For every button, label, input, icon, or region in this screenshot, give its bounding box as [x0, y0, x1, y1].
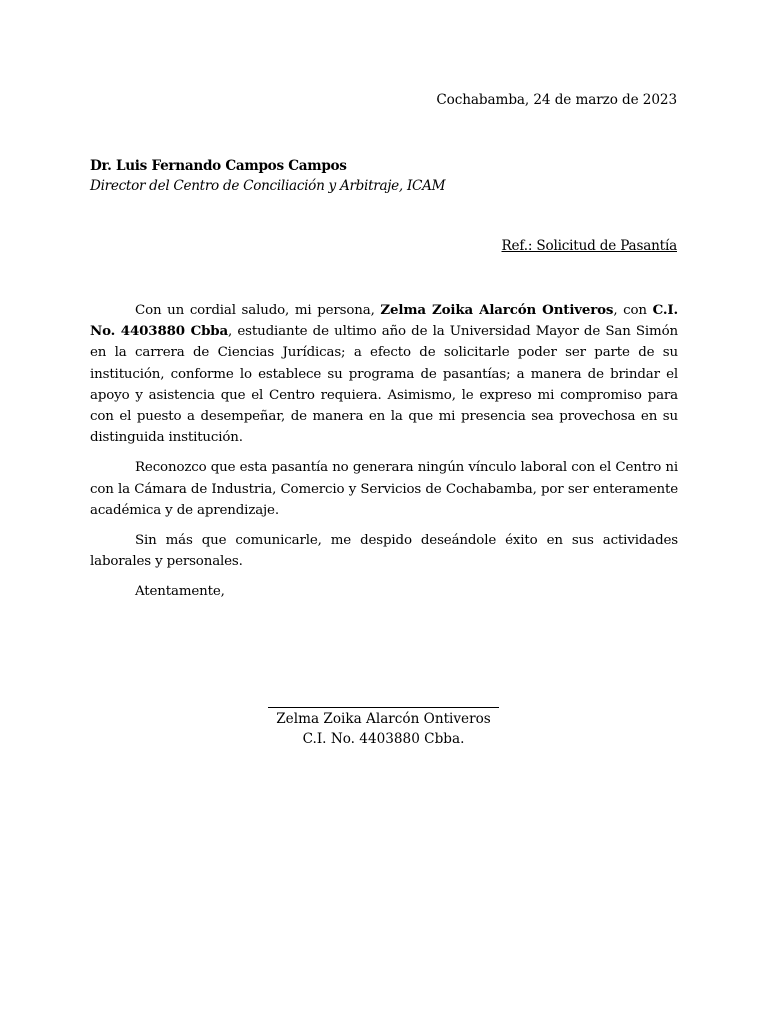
signature-name: Zelma Zoika Alarcón Ontiveros — [276, 711, 491, 727]
applicant-name: Zelma Zoika Alarcón Ontiveros — [380, 302, 614, 318]
paragraph-farewell: Sin más que comunicarle, me despido deseándole éxito en sus actividades laborales y personales. — [90, 533, 678, 570]
addressee-title: Director del Centro de Conciliación y Arbitraje, ICAM — [90, 178, 446, 194]
signature-block — [268, 707, 499, 749]
paragraph-acknowledgement: Reconozco que esta pasantía no generara ningún vínculo laboral con el Centro ni con la Cámara de Industria, Comercio y Servicios de Cochabamba, por ser enteramente académica y de aprendizaje. — [90, 460, 678, 518]
paragraph-request-intro: Con un cordial saludo, mi persona, — [135, 303, 381, 318]
letter-body — [90, 300, 678, 603]
applicant-ci: C.I. No. 4403880 Cbba — [90, 302, 678, 340]
paragraph-request-connector: , con — [613, 303, 653, 318]
addressee-name: Dr. Luis Fernando Campos Campos — [90, 158, 347, 174]
reference-line: Ref.: Solicitud de Pasantía — [501, 238, 677, 254]
paragraph-request-body: , estudiante de ultimo año de la Universidad Mayor de San Simón en la carrera de Ciencias Jurídicas; a efecto de solicitarle poder ser parte de su institución, conforme lo establece su programa de pasantías; a manera de brindar el apoyo y asistencia que el Centro requiera. Asimismo, le expreso mi compromiso para con el puesto a desempeñar, de manera en la que mi presencia sea provechosa en su distinguida institución. — [90, 324, 678, 446]
addressee-block — [90, 156, 445, 196]
closing-salutation: Atentamente, — [135, 584, 225, 600]
date-line: Cochabamba, 24 de marzo de 2023 — [436, 92, 677, 108]
signature-line — [268, 707, 499, 708]
signature-ci: C.I. No. 4403880 Cbba. — [302, 731, 465, 747]
paragraph-request — [90, 300, 678, 448]
